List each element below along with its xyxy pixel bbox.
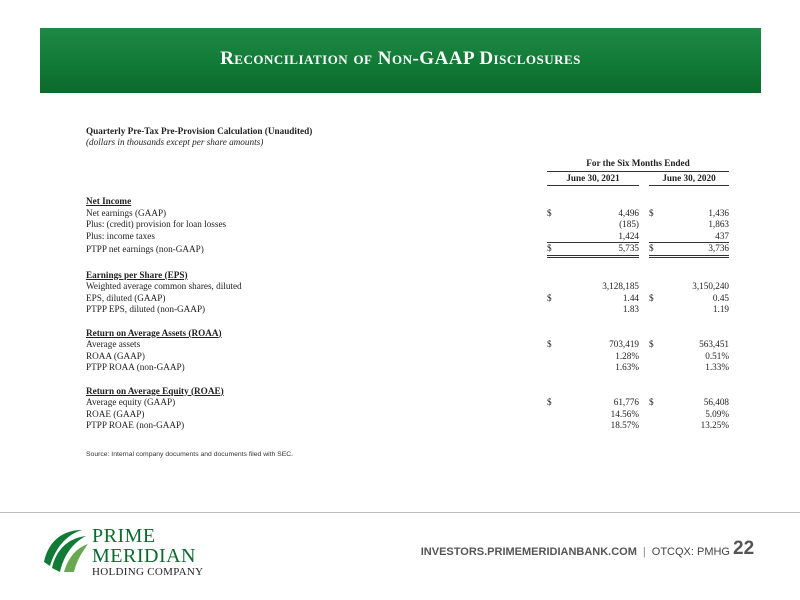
table-row <box>86 208 729 220</box>
currency-symbol: $ <box>649 292 654 303</box>
logo-line-prime: PRIME <box>92 525 156 547</box>
source-note: Source: Internal company documents and documents filed with SEC. <box>86 451 294 458</box>
value-2021: 1.63% <box>615 362 639 372</box>
section-heading: Return on Average Equity (ROAE) <box>86 385 224 396</box>
currency-symbol <box>547 304 567 316</box>
currency-symbol <box>649 281 669 293</box>
logo-line-holding: HOLDING COMPANY <box>92 566 204 578</box>
value-2020: 563,451 <box>699 339 729 349</box>
value-2021: 18.57% <box>610 420 639 430</box>
table-row <box>86 397 729 409</box>
table-row <box>86 219 729 231</box>
row-label: EPS, diluted (GAAP) <box>86 292 166 303</box>
currency-symbol <box>649 409 669 421</box>
value-2021: 1.83 <box>622 304 639 314</box>
table-row <box>86 196 729 208</box>
value-2020: 1.19 <box>712 304 729 314</box>
value-2020: 1,863 <box>708 219 729 229</box>
currency-symbol <box>649 219 669 231</box>
row-label: Weighted average common shares, diluted <box>86 281 242 291</box>
period-underline <box>547 171 729 172</box>
row-label: PTPP net earnings (non-GAAP) <box>86 243 204 254</box>
currency-symbol: $ <box>649 243 669 257</box>
currency-symbol: $ <box>547 207 552 218</box>
page-number: 22 <box>733 538 755 559</box>
column-header-2020: June 30, 2020 <box>662 173 716 183</box>
section-heading: Net Income <box>86 196 132 206</box>
column-header-2021: June 30, 2021 <box>566 173 620 183</box>
value-2020: 1,436 <box>708 207 729 218</box>
footer-info <box>421 546 730 558</box>
value-2021: 61,776 <box>613 397 639 407</box>
value-2020: 437 <box>669 231 729 243</box>
currency-symbol: $ <box>649 207 654 218</box>
currency-symbol: $ <box>547 397 552 407</box>
row-label: Plus: income taxes <box>86 230 155 241</box>
table-row <box>86 270 729 282</box>
currency-symbol <box>649 231 669 243</box>
table-row <box>86 304 729 316</box>
currency-symbol <box>547 420 567 432</box>
currency-symbol: $ <box>649 397 654 407</box>
table-row <box>86 409 729 421</box>
financial-table-section <box>86 126 746 430</box>
value-2020: 1.33% <box>705 362 729 372</box>
row-label: ROAA (GAAP) <box>86 350 145 361</box>
reconciliation-table <box>86 184 729 432</box>
row-label: Average assets <box>86 339 141 349</box>
table-row <box>86 351 729 363</box>
section-heading: Earnings per Share (EPS) <box>86 269 188 280</box>
currency-symbol: $ <box>547 339 552 349</box>
currency-symbol <box>547 281 567 293</box>
value-2020: 3,736 <box>669 243 729 257</box>
table-row-total <box>86 243 729 257</box>
value-2021: 703,419 <box>609 339 639 349</box>
row-label: PTPP ROAE (non-GAAP) <box>86 420 185 430</box>
value-2021: 4,496 <box>618 207 639 218</box>
table-row <box>86 420 729 432</box>
value-2021: 14.56% <box>610 408 639 419</box>
table-row <box>86 231 729 243</box>
currency-symbol <box>649 362 669 374</box>
currency-symbol: $ <box>547 292 552 303</box>
table-row <box>86 386 729 398</box>
row-label: PTPP EPS, diluted (non-GAAP) <box>86 304 206 314</box>
currency-symbol <box>547 231 567 243</box>
footer-divider <box>0 512 800 513</box>
logo-line-meridian: MERIDIAN <box>92 545 196 567</box>
currency-symbol <box>547 409 567 421</box>
value-2020: 0.45 <box>712 292 729 303</box>
table-row <box>86 339 729 351</box>
value-2021: 1.28% <box>615 350 639 361</box>
title-banner <box>40 28 761 93</box>
period-header: For the Six Months Ended <box>586 158 690 168</box>
currency-symbol <box>649 420 669 432</box>
value-2020: 0.51% <box>705 350 729 361</box>
logo-wordmark <box>92 526 203 578</box>
table-row <box>86 293 729 305</box>
currency-symbol <box>547 351 567 363</box>
table-row <box>86 281 729 293</box>
currency-symbol <box>649 351 669 363</box>
table-row <box>86 362 729 374</box>
row-label: Plus: (credit) provision for loan losses <box>86 219 227 229</box>
value-2020: 56,408 <box>703 397 729 407</box>
investor-url-link[interactable]: INVESTORS.PRIMEMERIDIANBANK.COM <box>420 546 637 558</box>
row-label: Average equity (GAAP) <box>86 397 176 407</box>
value-2020: 3,150,240 <box>692 281 729 291</box>
value-2021: (185) <box>619 219 639 229</box>
currency-symbol <box>547 219 567 231</box>
value-2021: 1.44 <box>622 292 639 303</box>
table-title: Quarterly Pre-Tax Pre-Provision Calculation (Unaudited) <box>86 126 313 136</box>
value-2020: 5.09% <box>705 408 729 419</box>
value-2021: 3,128,185 <box>602 281 639 291</box>
ticker-label: OTCQX: PMHG <box>651 546 730 558</box>
row-label: ROAE (GAAP) <box>86 408 145 419</box>
currency-symbol <box>649 304 669 316</box>
footer-separator: | <box>642 546 646 558</box>
table-row <box>86 328 729 340</box>
currency-symbol: $ <box>649 339 654 349</box>
section-heading: Return on Average Assets (ROAA) <box>86 327 222 338</box>
row-label: PTPP ROAA (non-GAAP) <box>86 362 185 372</box>
currency-symbol: $ <box>547 243 567 257</box>
prime-meridian-logo-icon <box>38 522 90 579</box>
table-subtitle: (dollars in thousands except per share amounts) <box>86 137 264 147</box>
value-2021: 5,735 <box>567 243 639 257</box>
value-2021: 1,424 <box>567 231 639 243</box>
row-label: Net earnings (GAAP) <box>86 207 167 218</box>
currency-symbol <box>547 362 567 374</box>
page-title: Reconciliation of Non-GAAP Disclosures <box>220 48 581 69</box>
value-2020: 13.25% <box>700 420 729 430</box>
